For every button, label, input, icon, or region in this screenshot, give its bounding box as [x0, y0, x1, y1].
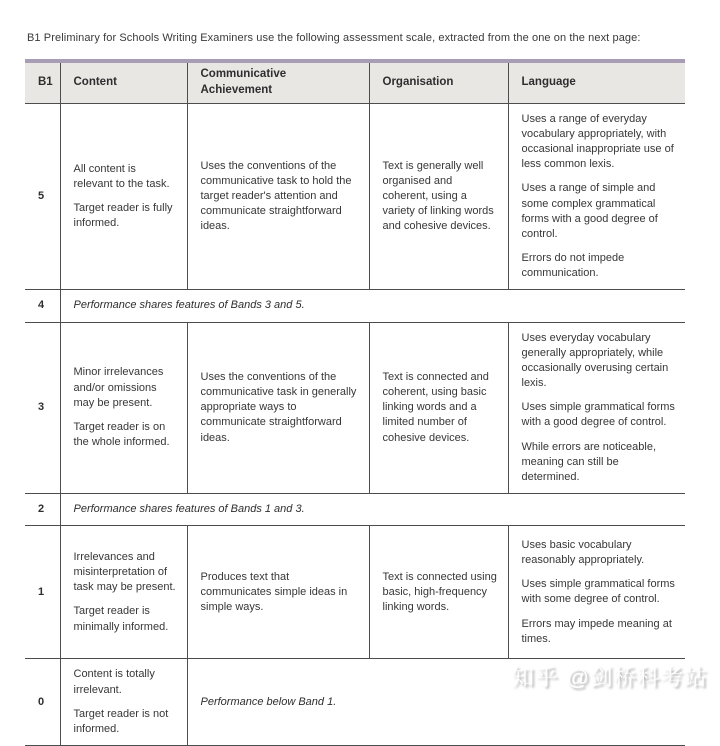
band1-organisation-cell	[369, 526, 508, 659]
cell-paragraph: Errors may impede meaning at times.	[521, 617, 672, 645]
band1-communicative-achievement-cell	[187, 526, 369, 659]
band4-merged-note: Performance shares features of Bands 3 and 5.	[60, 290, 685, 322]
table-row-band-1	[25, 526, 685, 659]
band2-merged-note: Performance shares features of Bands 1 and 3.	[60, 494, 685, 526]
cell-paragraph: Uses the conventions of the communicative task to hold the target reader's attention and communicate straightforward ideas.	[200, 159, 352, 233]
table-row-band-3	[25, 322, 685, 494]
cell-paragraph: All content is relevant to the task.	[73, 162, 170, 190]
band5-communicative-achievement-cell	[187, 103, 369, 290]
band-number: 5	[25, 103, 60, 290]
table-header-row	[25, 63, 685, 103]
band5-language-cell	[508, 103, 685, 290]
watermark: 知乎 @剑桥科考站	[512, 665, 708, 690]
band-number: 2	[25, 494, 60, 526]
cell-paragraph: Target reader is minimally informed.	[73, 605, 169, 633]
cell-paragraph: Uses simple grammatical forms with some degree of control.	[521, 578, 675, 606]
page-title: B1 Preliminary for Schools Writing Examiners use the following assessment scale, extracted from the one on the next page:	[27, 32, 641, 44]
cell-paragraph: Uses basic vocabulary reasonably appropriately.	[521, 538, 645, 566]
band-number: 4	[25, 290, 60, 322]
band0-merged-note: Performance below Band 1.	[187, 659, 685, 746]
band3-content-cell	[60, 322, 187, 494]
cell-paragraph: Irrelevances and misinterpretation of task may be present.	[73, 550, 176, 594]
cell-paragraph: Uses a range of everyday vocabulary appropriately, with occasional inappropriate use of less common lexis.	[521, 112, 674, 171]
band-number: 1	[25, 526, 60, 659]
cell-paragraph: Target reader is fully informed.	[73, 202, 173, 230]
band1-content-cell	[60, 526, 187, 659]
cell-paragraph: Uses everyday vocabulary generally appropriately, while occasionally overusing certain lexis.	[521, 331, 669, 390]
cell-paragraph: Target reader is on the whole informed.	[73, 420, 170, 449]
cell-paragraph: Uses simple grammatical forms with a good degree of control.	[521, 401, 675, 429]
cell-paragraph: Text is connected and coherent, using basic linking words and a limited number of cohesive devices.	[382, 370, 489, 444]
table-row-band-5	[25, 103, 685, 290]
cell-paragraph: Content is totally irrelevant.	[73, 668, 155, 696]
column-header-content: Content	[60, 63, 187, 103]
cell-paragraph: Minor irrelevances and/or omissions may be present.	[73, 366, 164, 409]
cell-paragraph: While errors are noticeable, meaning can still be determined.	[521, 440, 657, 483]
band5-content-cell	[60, 103, 187, 290]
cell-paragraph: Uses the conventions of the communicative task in generally appropriate ways to communicate straightforward ideas.	[200, 370, 357, 444]
band3-language-cell	[508, 322, 685, 494]
band5-organisation-cell	[369, 103, 508, 290]
band3-organisation-cell	[369, 322, 508, 494]
cell-paragraph: Text is generally well organised and coherent, using a variety of linking words and cohesive devices.	[382, 159, 494, 233]
band3-communicative-achievement-cell	[187, 322, 369, 494]
column-header-organisation: Organisation	[369, 63, 508, 103]
cell-paragraph: Errors do not impede communication.	[521, 252, 625, 280]
band1-language-cell	[508, 526, 685, 659]
column-header-language: Language	[508, 63, 685, 103]
cell-paragraph: Uses a range of simple and some complex grammatical forms with a good degree of control.	[521, 182, 658, 240]
table-row-band-4	[25, 290, 685, 322]
column-header-communicative-achievement: Communicative Achievement	[187, 63, 369, 103]
cell-paragraph: Produces text that communicates simple ideas in simple ways.	[200, 570, 348, 613]
band0-content-cell	[60, 659, 187, 746]
cell-paragraph: Target reader is not informed.	[73, 707, 169, 735]
cell-paragraph: Text is connected using basic, high-frequency linking words.	[382, 570, 497, 613]
band-number: 0	[25, 659, 60, 746]
band-number: 3	[25, 322, 60, 494]
column-header-band: B1	[25, 63, 60, 103]
table-row-band-2	[25, 494, 685, 526]
assessment-scale-table	[25, 63, 685, 746]
assessment-scale-table-wrap	[25, 59, 685, 746]
